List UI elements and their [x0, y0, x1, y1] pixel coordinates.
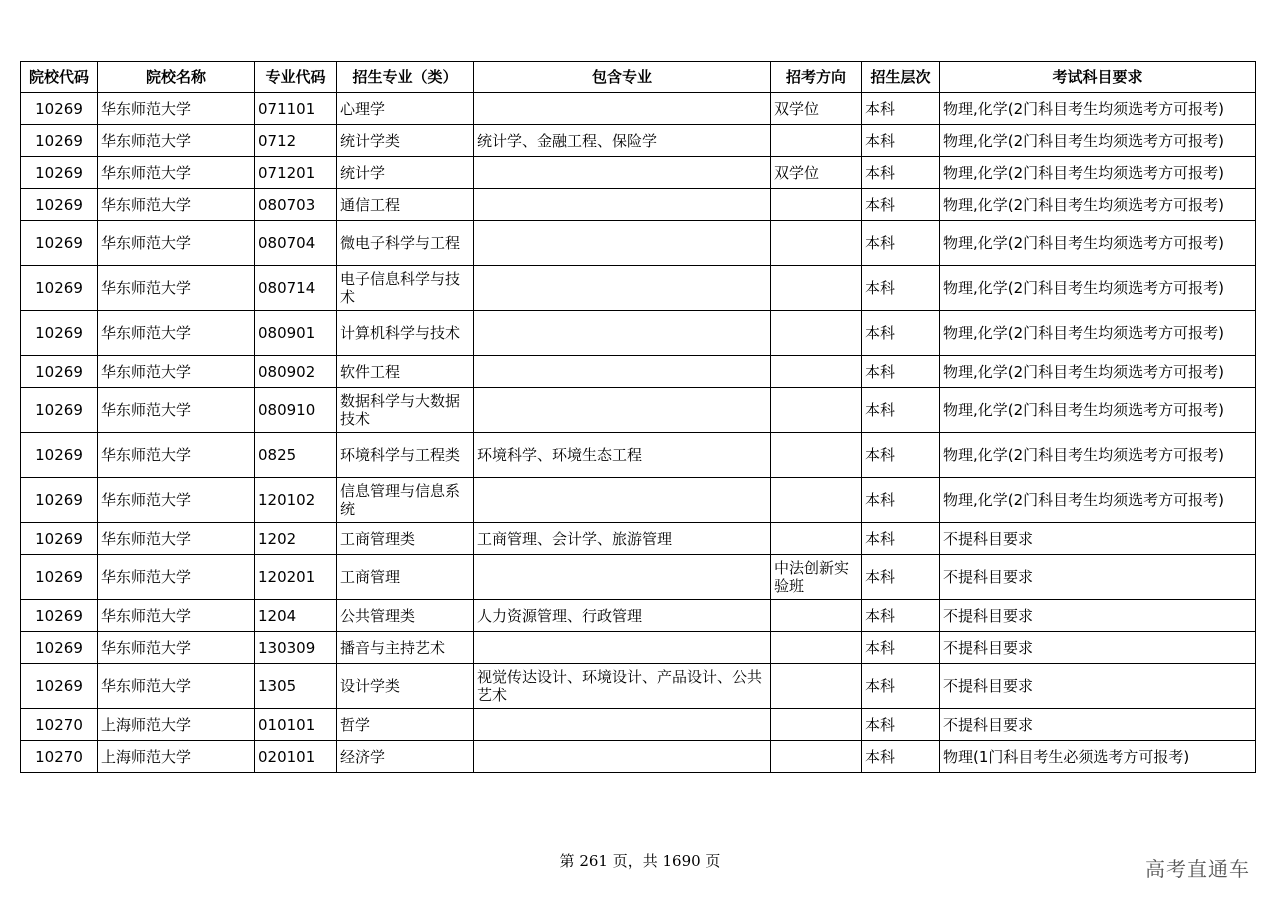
- cell-level: 本科: [862, 555, 940, 600]
- cell-major-code: 0825: [255, 433, 337, 478]
- cell-included-majors: [474, 388, 771, 433]
- cell-requirement: 物理,化学(2门科目考生均须选考方可报考): [940, 388, 1256, 433]
- cell-major-code: 080910: [255, 388, 337, 433]
- cell-school-name: 华东师范大学: [98, 388, 255, 433]
- cell-level: 本科: [862, 433, 940, 478]
- header-major-code: 专业代码: [255, 62, 337, 93]
- cell-major: 环境科学与工程类: [337, 433, 474, 478]
- cell-school-code: 10269: [21, 555, 98, 600]
- cell-requirement: 物理,化学(2门科目考生均须选考方可报考): [940, 266, 1256, 311]
- cell-level: 本科: [862, 157, 940, 189]
- table-row: [21, 709, 1256, 741]
- header-school-code: 院校代码: [21, 62, 98, 93]
- cell-school-name: 华东师范大学: [98, 555, 255, 600]
- cell-included-majors: [474, 221, 771, 266]
- cell-requirement: 物理,化学(2门科目考生均须选考方可报考): [940, 356, 1256, 388]
- header-included-majors: 包含专业: [474, 62, 771, 93]
- cell-school-code: 10269: [21, 478, 98, 523]
- cell-major: 信息管理与信息系统: [337, 478, 474, 523]
- cell-included-majors: 工商管理、会计学、旅游管理: [474, 523, 771, 555]
- cell-major-code: 1202: [255, 523, 337, 555]
- table-row: [21, 664, 1256, 709]
- cell-included-majors: 统计学、金融工程、保险学: [474, 125, 771, 157]
- cell-level: 本科: [862, 93, 940, 125]
- cell-requirement: 物理,化学(2门科目考生均须选考方可报考): [940, 189, 1256, 221]
- page-number: 第 261 页，共 1690 页: [559, 852, 721, 870]
- cell-major-code: 080714: [255, 266, 337, 311]
- table-row: [21, 741, 1256, 773]
- cell-major-code: 1204: [255, 600, 337, 632]
- table-row: [21, 523, 1256, 555]
- cell-school-name: 华东师范大学: [98, 356, 255, 388]
- cell-level: 本科: [862, 523, 940, 555]
- cell-direction: [771, 388, 862, 433]
- cell-requirement: 不提科目要求: [940, 632, 1256, 664]
- cell-major-code: 0712: [255, 125, 337, 157]
- table-row: [21, 311, 1256, 356]
- cell-major-code: 020101: [255, 741, 337, 773]
- cell-requirement: 不提科目要求: [940, 709, 1256, 741]
- cell-requirement: 物理,化学(2门科目考生均须选考方可报考): [940, 125, 1256, 157]
- cell-major: 软件工程: [337, 356, 474, 388]
- cell-school-name: 华东师范大学: [98, 433, 255, 478]
- cell-school-name: 华东师范大学: [98, 157, 255, 189]
- cell-school-name: 华东师范大学: [98, 189, 255, 221]
- table-row: [21, 388, 1256, 433]
- cell-requirement: 物理,化学(2门科目考生均须选考方可报考): [940, 311, 1256, 356]
- cell-level: 本科: [862, 741, 940, 773]
- cell-direction: [771, 632, 862, 664]
- header-requirement: 考试科目要求: [940, 62, 1256, 93]
- cell-school-code: 10269: [21, 311, 98, 356]
- cell-requirement: 物理,化学(2门科目考生均须选考方可报考): [940, 433, 1256, 478]
- cell-included-majors: [474, 189, 771, 221]
- cell-included-majors: 人力资源管理、行政管理: [474, 600, 771, 632]
- cell-level: 本科: [862, 356, 940, 388]
- cell-school-name: 华东师范大学: [98, 125, 255, 157]
- cell-major-code: 010101: [255, 709, 337, 741]
- cell-requirement: 不提科目要求: [940, 600, 1256, 632]
- cell-level: 本科: [862, 478, 940, 523]
- cell-direction: [771, 221, 862, 266]
- cell-major: 哲学: [337, 709, 474, 741]
- table-row: [21, 93, 1256, 125]
- cell-direction: [771, 189, 862, 221]
- cell-major-code: 130309: [255, 632, 337, 664]
- cell-requirement: 物理,化学(2门科目考生均须选考方可报考): [940, 157, 1256, 189]
- cell-major: 通信工程: [337, 189, 474, 221]
- cell-school-code: 10269: [21, 523, 98, 555]
- cell-direction: [771, 709, 862, 741]
- table-row: [21, 356, 1256, 388]
- cell-school-code: 10269: [21, 600, 98, 632]
- cell-major-code: 080902: [255, 356, 337, 388]
- cell-school-name: 华东师范大学: [98, 523, 255, 555]
- cell-school-code: 10269: [21, 125, 98, 157]
- cell-direction: [771, 523, 862, 555]
- cell-major: 播音与主持艺术: [337, 632, 474, 664]
- cell-level: 本科: [862, 221, 940, 266]
- cell-school-code: 10269: [21, 632, 98, 664]
- cell-school-name: 华东师范大学: [98, 266, 255, 311]
- cell-included-majors: [474, 93, 771, 125]
- cell-direction: [771, 664, 862, 709]
- cell-school-name: 华东师范大学: [98, 93, 255, 125]
- table-row: [21, 221, 1256, 266]
- cell-included-majors: [474, 555, 771, 600]
- cell-requirement: 物理(1门科目考生必须选考方可报考): [940, 741, 1256, 773]
- cell-school-code: 10269: [21, 388, 98, 433]
- cell-direction: [771, 600, 862, 632]
- cell-major: 计算机科学与技术: [337, 311, 474, 356]
- cell-major: 工商管理类: [337, 523, 474, 555]
- cell-direction: 双学位: [771, 93, 862, 125]
- table-row: [21, 555, 1256, 600]
- cell-major: 数据科学与大数据技术: [337, 388, 474, 433]
- cell-included-majors: [474, 632, 771, 664]
- cell-direction: [771, 125, 862, 157]
- cell-major: 电子信息科学与技术: [337, 266, 474, 311]
- cell-included-majors: [474, 157, 771, 189]
- cell-level: 本科: [862, 311, 940, 356]
- table-row: [21, 189, 1256, 221]
- cell-major: 工商管理: [337, 555, 474, 600]
- header-school-name: 院校名称: [98, 62, 255, 93]
- cell-major-code: 080901: [255, 311, 337, 356]
- cell-school-code: 10269: [21, 356, 98, 388]
- cell-direction: [771, 741, 862, 773]
- cell-major-code: 1305: [255, 664, 337, 709]
- cell-direction: [771, 266, 862, 311]
- cell-direction: 双学位: [771, 157, 862, 189]
- cell-included-majors: [474, 266, 771, 311]
- watermark-logo: 高考直通车: [1145, 857, 1250, 881]
- cell-direction: 中法创新实验班: [771, 555, 862, 600]
- cell-major-code: 071201: [255, 157, 337, 189]
- cell-school-code: 10269: [21, 664, 98, 709]
- table-row: [21, 266, 1256, 311]
- cell-major: 统计学类: [337, 125, 474, 157]
- cell-school-code: 10269: [21, 221, 98, 266]
- cell-direction: [771, 478, 862, 523]
- cell-major: 设计学类: [337, 664, 474, 709]
- cell-school-code: 10269: [21, 93, 98, 125]
- cell-included-majors: 视觉传达设计、环境设计、产品设计、公共艺术: [474, 664, 771, 709]
- cell-school-code: 10269: [21, 433, 98, 478]
- cell-school-name: 上海师范大学: [98, 741, 255, 773]
- cell-included-majors: [474, 478, 771, 523]
- admission-table: [20, 61, 1256, 773]
- cell-major: 心理学: [337, 93, 474, 125]
- table-row: [21, 125, 1256, 157]
- cell-school-code: 10270: [21, 709, 98, 741]
- cell-level: 本科: [862, 388, 940, 433]
- cell-major: 微电子科学与工程: [337, 221, 474, 266]
- cell-school-code: 10269: [21, 189, 98, 221]
- cell-direction: [771, 433, 862, 478]
- cell-requirement: 物理,化学(2门科目考生均须选考方可报考): [940, 478, 1256, 523]
- cell-school-code: 10269: [21, 266, 98, 311]
- cell-major-code: 080704: [255, 221, 337, 266]
- cell-school-name: 华东师范大学: [98, 478, 255, 523]
- cell-direction: [771, 311, 862, 356]
- cell-level: 本科: [862, 632, 940, 664]
- header-level: 招生层次: [862, 62, 940, 93]
- cell-requirement: 不提科目要求: [940, 555, 1256, 600]
- cell-major: 公共管理类: [337, 600, 474, 632]
- cell-school-code: 10269: [21, 157, 98, 189]
- cell-included-majors: [474, 709, 771, 741]
- cell-requirement: 不提科目要求: [940, 523, 1256, 555]
- cell-school-name: 华东师范大学: [98, 221, 255, 266]
- header-direction: 招考方向: [771, 62, 862, 93]
- cell-major-code: 071101: [255, 93, 337, 125]
- cell-level: 本科: [862, 709, 940, 741]
- cell-level: 本科: [862, 189, 940, 221]
- cell-major: 统计学: [337, 157, 474, 189]
- table-row: [21, 600, 1256, 632]
- cell-level: 本科: [862, 600, 940, 632]
- cell-major: 经济学: [337, 741, 474, 773]
- cell-major-code: 120102: [255, 478, 337, 523]
- cell-major-code: 120201: [255, 555, 337, 600]
- cell-school-name: 上海师范大学: [98, 709, 255, 741]
- cell-requirement: 物理,化学(2门科目考生均须选考方可报考): [940, 221, 1256, 266]
- cell-level: 本科: [862, 125, 940, 157]
- table-row: [21, 433, 1256, 478]
- cell-school-name: 华东师范大学: [98, 311, 255, 356]
- table-row: [21, 632, 1256, 664]
- cell-requirement: 物理,化学(2门科目考生均须选考方可报考): [940, 93, 1256, 125]
- cell-requirement: 不提科目要求: [940, 664, 1256, 709]
- table-row: [21, 478, 1256, 523]
- cell-level: 本科: [862, 266, 940, 311]
- cell-included-majors: [474, 356, 771, 388]
- cell-included-majors: [474, 741, 771, 773]
- cell-school-code: 10270: [21, 741, 98, 773]
- cell-direction: [771, 356, 862, 388]
- cell-school-name: 华东师范大学: [98, 600, 255, 632]
- cell-school-name: 华东师范大学: [98, 632, 255, 664]
- header-major: 招生专业（类）: [337, 62, 474, 93]
- cell-included-majors: 环境科学、环境生态工程: [474, 433, 771, 478]
- cell-level: 本科: [862, 664, 940, 709]
- table-row: [21, 157, 1256, 189]
- cell-included-majors: [474, 311, 771, 356]
- cell-major-code: 080703: [255, 189, 337, 221]
- cell-school-name: 华东师范大学: [98, 664, 255, 709]
- table-header-row: [21, 62, 1256, 93]
